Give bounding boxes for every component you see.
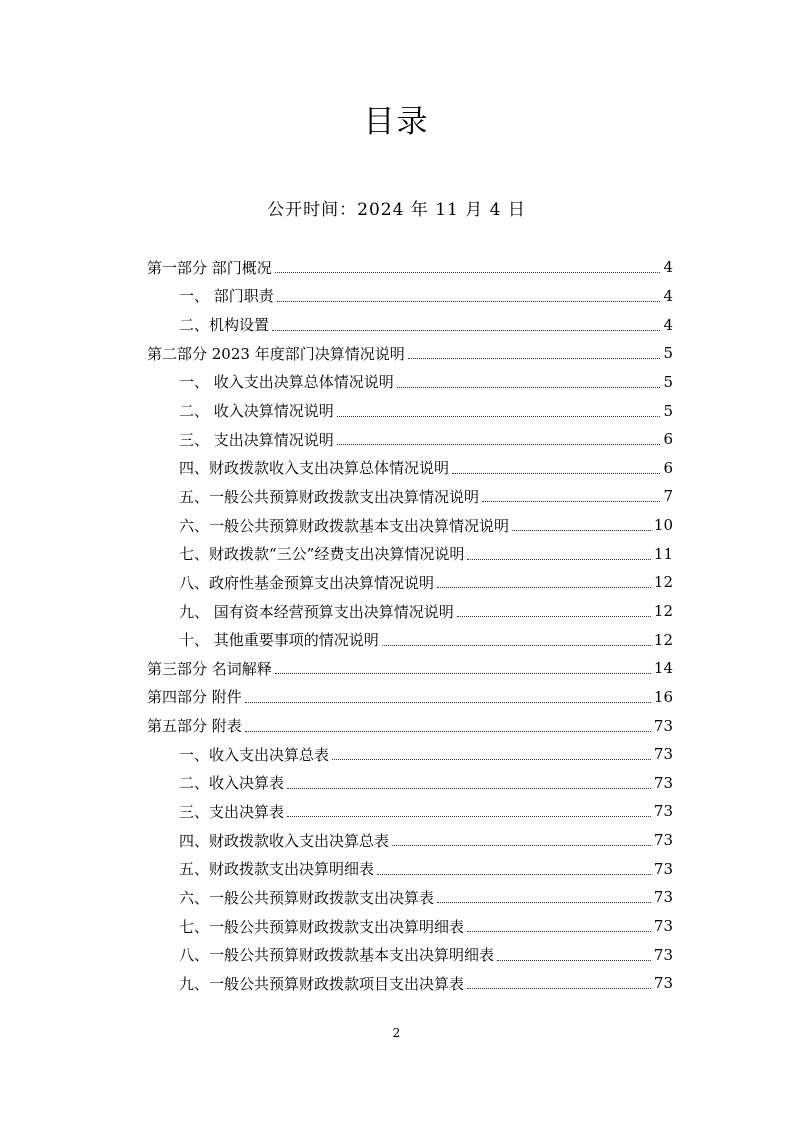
toc-entry-page: 73 (653, 888, 673, 907)
toc-entry[interactable] (147, 339, 673, 368)
toc-entry-page: 73 (653, 716, 673, 735)
toc-dot-leader (287, 787, 651, 789)
toc-entry[interactable] (147, 396, 673, 425)
toc-entry-title: 三、支出决算表 (179, 802, 285, 821)
toc-entry[interactable] (147, 568, 673, 597)
toc-dot-leader (337, 443, 660, 445)
publish-date: 公开时间：2024 年 11 月 4 日 (267, 200, 526, 220)
toc-entry-page: 73 (653, 802, 673, 821)
toc-entry-title: 第一部分 部门概况 (147, 258, 272, 277)
toc-entry-title: 九、 国有资本经营预算支出决算情况说明 (179, 602, 454, 621)
toc-dot-leader (497, 959, 651, 961)
toc-dot-leader (408, 357, 660, 359)
toc-entry-page: 12 (653, 573, 673, 592)
toc-dot-leader (287, 815, 651, 817)
toc-entry[interactable] (147, 769, 673, 798)
toc-entry-page: 6 (663, 430, 673, 449)
toc-entry[interactable] (147, 282, 673, 311)
toc-dot-leader (437, 901, 651, 903)
toc-entry[interactable] (147, 854, 673, 883)
toc-entry-title: 六、一般公共预算财政拨款支出决算表 (179, 888, 435, 907)
toc-entry-page: 73 (653, 773, 673, 792)
toc-entry[interactable] (147, 912, 673, 941)
toc-entry-title: 第四部分 附件 (147, 688, 242, 707)
toc-dot-leader (482, 500, 660, 502)
toc-entry-page: 73 (653, 859, 673, 878)
toc-entry-title: 一、 部门职责 (179, 287, 274, 306)
toc-entry[interactable] (147, 940, 673, 969)
toc-entry[interactable] (147, 883, 673, 912)
toc-entry-title: 七、财政拨款“三公”经费支出决算情况说明 (179, 545, 465, 564)
toc-entry-page: 5 (663, 372, 673, 391)
toc-dot-leader (377, 873, 651, 875)
toc-dot-leader (392, 844, 651, 846)
toc-dot-leader (437, 586, 651, 588)
toc-dot-leader (275, 271, 660, 273)
toc-entry-title: 二、 收入决算情况说明 (179, 402, 334, 421)
toc-entry-title: 三、 支出决算情况说明 (179, 430, 334, 449)
toc-entry[interactable] (147, 711, 673, 740)
toc-entry-page: 5 (663, 344, 673, 363)
toc-entry-page: 5 (663, 401, 673, 420)
toc-entry-page: 6 (663, 458, 673, 477)
toc-dot-leader (457, 615, 651, 617)
toc-entry-page: 73 (653, 831, 673, 850)
toc-entry-title: 四、财政拨款收入支出决算总表 (179, 831, 390, 850)
toc-entry-title: 五、财政拨款支出决算明细表 (179, 860, 375, 879)
toc-entry-page: 10 (653, 516, 673, 535)
toc-entry-page: 73 (653, 974, 673, 993)
toc-dot-leader (467, 930, 651, 932)
toc-entry[interactable] (147, 310, 673, 339)
toc-entry-page: 12 (653, 630, 673, 649)
toc-entry-page: 4 (663, 286, 673, 305)
toc-entry-title: 九、一般公共预算财政拨款项目支出决算表 (179, 974, 465, 993)
toc-entry-title: 一、 收入支出决算总体情况说明 (179, 373, 394, 392)
toc-entry[interactable] (147, 826, 673, 855)
toc-entry[interactable] (147, 625, 673, 654)
toc-entry-title: 八、一般公共预算财政拨款基本支出决算明细表 (179, 946, 495, 965)
toc-entry[interactable] (147, 253, 673, 282)
toc-entry-title: 四、财政拨款收入支出决算总体情况说明 (179, 459, 450, 478)
toc-entry-title: 五、一般公共预算财政拨款支出决算情况说明 (179, 487, 480, 506)
toc-entry-page: 12 (653, 602, 673, 620)
toc-entry[interactable] (147, 654, 673, 683)
toc-entry-page: 4 (663, 258, 673, 277)
toc-entry-title: 第二部分 2023 年度部门决算情况说明 (147, 344, 405, 363)
toc-entry-title: 七、一般公共预算财政拨款支出决算明细表 (179, 917, 465, 936)
toc-dot-leader (272, 329, 660, 331)
toc-dot-leader (382, 644, 651, 646)
toc-entry[interactable] (147, 482, 673, 511)
document-title: 目录 (363, 104, 430, 140)
toc-entry-title: 第五部分 附表 (147, 717, 242, 736)
toc-entry-page: 7 (663, 487, 673, 506)
toc-entry[interactable] (147, 683, 673, 712)
toc-dot-leader (452, 472, 660, 474)
toc-dot-leader (245, 701, 651, 703)
toc-entry-title: 二、收入决算表 (179, 774, 285, 793)
toc-entry-title: 十、 其他重要事项的情况说明 (179, 631, 379, 650)
toc-entry-title: 八、政府性基金预算支出决算情况说明 (179, 573, 435, 592)
toc-dot-leader (397, 386, 660, 388)
toc-dot-leader (467, 558, 651, 560)
toc-entry-page: 73 (653, 917, 673, 936)
toc-entry[interactable] (147, 539, 673, 568)
toc-dot-leader (332, 758, 651, 760)
toc-entry-page: 16 (653, 687, 673, 706)
toc-entry[interactable] (147, 797, 673, 826)
toc-entry[interactable] (147, 453, 673, 482)
toc-dot-leader (245, 730, 651, 732)
toc-entry-page: 73 (653, 945, 673, 964)
toc-entry-title: 第三部分 名词解释 (147, 659, 272, 678)
toc-entry[interactable] (147, 740, 673, 769)
table-of-contents (147, 253, 673, 998)
toc-dot-leader (337, 415, 660, 417)
toc-entry[interactable] (147, 511, 673, 540)
toc-entry[interactable] (147, 597, 673, 626)
page-number: 2 (392, 1026, 401, 1040)
toc-entry-page: 11 (653, 544, 673, 563)
toc-entry-title: 一、收入支出决算总表 (179, 745, 330, 764)
toc-entry[interactable] (147, 425, 673, 454)
toc-entry-page: 73 (653, 745, 673, 764)
toc-entry[interactable] (147, 368, 673, 397)
toc-entry-title: 六、一般公共预算财政拨款基本支出决算情况说明 (179, 516, 510, 535)
toc-entry-title: 二、机构设置 (179, 316, 270, 335)
toc-dot-leader (277, 300, 660, 302)
toc-entry-page: 14 (653, 659, 673, 678)
toc-dot-leader (275, 672, 651, 674)
toc-dot-leader (512, 529, 651, 531)
toc-entry-page: 4 (663, 315, 673, 334)
toc-dot-leader (467, 987, 651, 989)
toc-entry[interactable] (147, 969, 673, 998)
